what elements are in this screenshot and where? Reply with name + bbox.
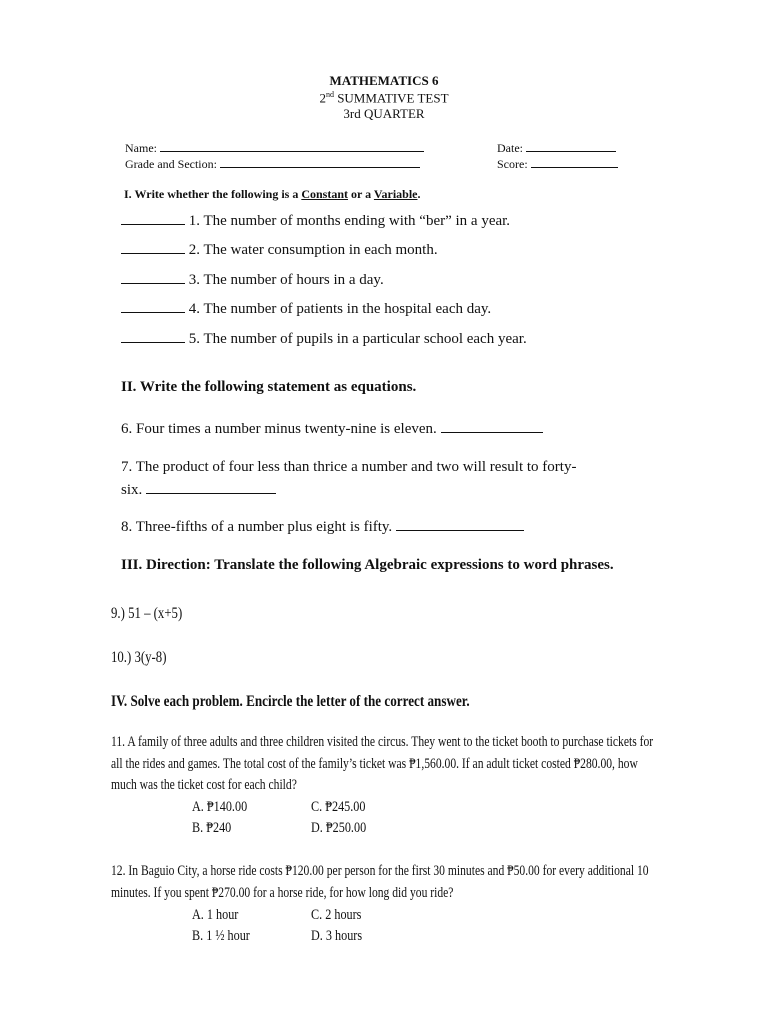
score-field[interactable] bbox=[497, 156, 618, 172]
page-title: MATHEMATICS 6 bbox=[329, 73, 439, 88]
answer-blank[interactable] bbox=[146, 480, 276, 494]
list-item bbox=[121, 240, 438, 259]
grade-section-line[interactable] bbox=[220, 156, 420, 168]
question-7-text: six. bbox=[121, 482, 143, 498]
grade-section-field[interactable] bbox=[125, 156, 420, 172]
question-11-line1: 11. A family of three adults and three children visited the circus. They went to the ticket booth to purchase tickets for bbox=[111, 734, 654, 750]
section1-constant: Constant bbox=[301, 187, 349, 201]
item-text: 2. The water consumption in each month. bbox=[188, 242, 438, 258]
section2-heading: II. Write the following statement as equations. bbox=[121, 379, 417, 395]
test-label: SUMMATIVE TEST bbox=[333, 90, 449, 106]
date-label: Date: bbox=[497, 141, 523, 155]
question-11-line2: all the rides and games. The total cost of the family’s ticket was ₱1,560.00. If an adult ticket costed ₱280.00, how bbox=[111, 756, 638, 772]
answer-blank[interactable] bbox=[121, 329, 185, 343]
date-line[interactable] bbox=[526, 140, 616, 152]
answer-blank[interactable] bbox=[121, 299, 185, 313]
option-d[interactable]: D. ₱250.00 bbox=[311, 820, 367, 836]
answer-blank[interactable] bbox=[121, 240, 185, 254]
item-text: 3. The number of hours in a day. bbox=[188, 272, 384, 288]
list-item bbox=[121, 211, 510, 230]
answer-blank[interactable] bbox=[396, 517, 524, 531]
grade-section-label: Grade and Section: bbox=[125, 157, 217, 171]
question-8-text: 8. Three-fifths of a number plus eight is fifty. bbox=[121, 519, 393, 535]
name-label: Name: bbox=[125, 141, 157, 155]
item-text: 4. The number of patients in the hospital each day. bbox=[188, 301, 492, 317]
section1-prefix: I. Write whether the following is a bbox=[124, 187, 302, 201]
answer-blank[interactable] bbox=[121, 211, 185, 225]
section1-heading bbox=[124, 187, 420, 202]
option-a[interactable]: A. ₱140.00 bbox=[192, 799, 248, 815]
option-a[interactable]: A. 1 hour bbox=[192, 907, 239, 923]
list-item bbox=[121, 329, 527, 348]
option-d[interactable]: D. 3 hours bbox=[311, 928, 363, 944]
answer-blank[interactable] bbox=[121, 270, 185, 284]
test-number: 2 bbox=[319, 90, 326, 106]
question-10: 10.) 3(y-8) bbox=[111, 649, 167, 666]
option-c[interactable]: C. ₱245.00 bbox=[311, 799, 366, 815]
question-9: 9.) 51 – (x+5) bbox=[111, 605, 183, 622]
question-7-line2 bbox=[121, 480, 276, 499]
question-8 bbox=[121, 517, 524, 536]
test-suffix: nd bbox=[325, 90, 334, 99]
section1-variable: Variable bbox=[373, 187, 418, 201]
question-11-line3: much was the ticket cost for each child? bbox=[111, 777, 297, 793]
option-b[interactable]: B. ₱240 bbox=[192, 820, 232, 836]
date-field[interactable] bbox=[497, 140, 616, 156]
quarter-label: 3rd QUARTER bbox=[343, 106, 425, 121]
item-text: 5. The number of pupils in a particular school each year. bbox=[188, 331, 527, 347]
question-12-line1: 12. In Baguio City, a horse ride costs ₱120.00 per person for the first 30 minutes and ₱50.00 for every additional 10 bbox=[111, 863, 649, 879]
list-item bbox=[121, 270, 384, 289]
score-line[interactable] bbox=[531, 156, 618, 168]
section3-heading: III. Direction: Translate the following Algebraic expressions to word phrases. bbox=[121, 557, 614, 573]
name-field[interactable] bbox=[125, 140, 424, 156]
name-line[interactable] bbox=[160, 140, 424, 152]
list-item bbox=[121, 299, 491, 318]
question-6-text: 6. Four times a number minus twenty-nine is eleven. bbox=[121, 421, 437, 437]
section1-end: . bbox=[417, 187, 421, 201]
answer-blank[interactable] bbox=[441, 419, 543, 433]
item-text: 1. The number of months ending with “ber” in a year. bbox=[188, 213, 511, 229]
option-c[interactable]: C. 2 hours bbox=[311, 907, 362, 923]
section1-mid: or a bbox=[348, 187, 374, 201]
question-7-line1: 7. The product of four less than thrice a number and two will result to forty- bbox=[121, 459, 577, 475]
test-subtitle bbox=[0, 90, 768, 106]
score-label: Score: bbox=[497, 157, 528, 171]
question-12-line2: minutes. If you spent ₱270.00 for a horse ride, for how long did you ride? bbox=[111, 885, 454, 901]
question-6 bbox=[121, 419, 543, 438]
section4-heading: IV. Solve each problem. Encircle the letter of the correct answer. bbox=[111, 693, 470, 710]
option-b[interactable]: B. 1 ½ hour bbox=[192, 928, 250, 944]
